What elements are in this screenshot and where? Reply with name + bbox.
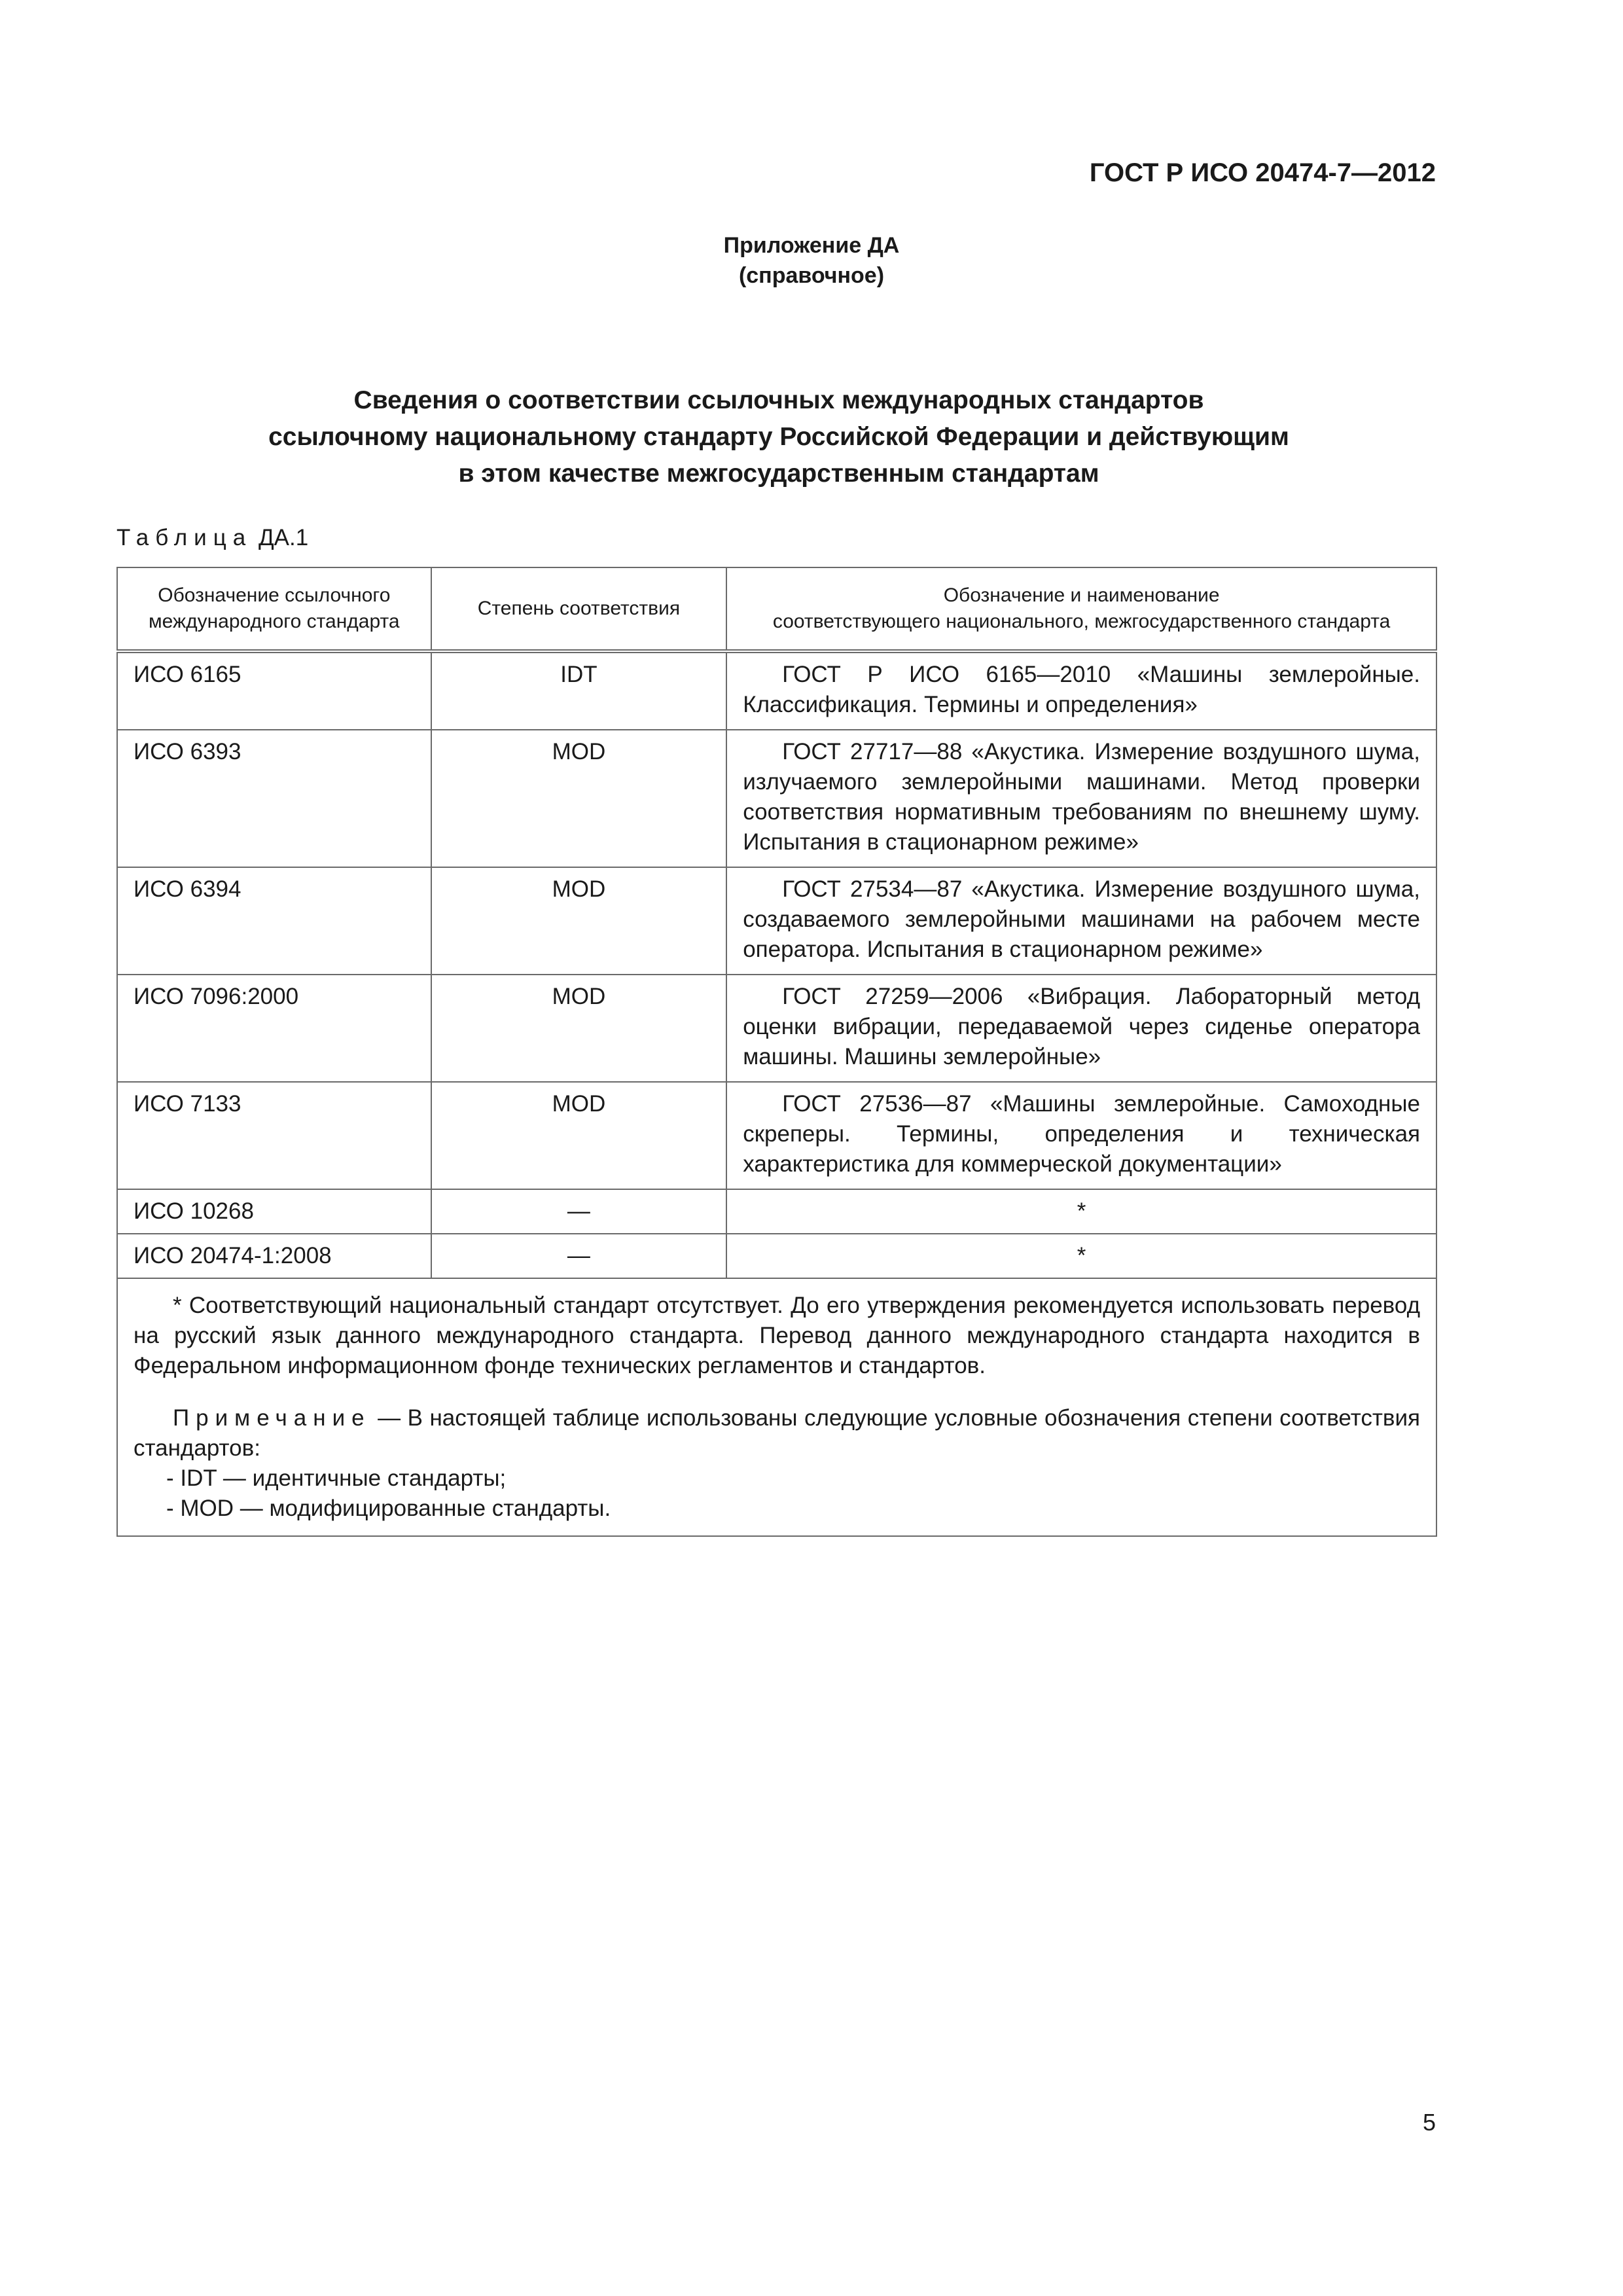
section-title-line-3: в этом качестве межгосударственным стандартам — [458, 459, 1099, 488]
cell-degree: MOD — [431, 975, 727, 1082]
cell-standard — [726, 867, 1436, 975]
cell-standard-text: ГОСТ 27259—2006 «Вибрация. Лабораторный метод оценки вибрации, передаваемой через сиденье оператора машины. Машины землеройные» — [743, 984, 1420, 1069]
table-row — [117, 1189, 1436, 1234]
cell-standard — [726, 651, 1436, 730]
table-row — [117, 730, 1436, 867]
cell-code: ИСО 7096:2000 — [117, 975, 431, 1082]
table-footnote: * Соответствующий национальный стандарт отсутствует. До его утверждения рекомендуется использовать перевод на русский язык данного международного стандарта. Перевод данного международного стандарта находится в Федеральном информационном фонде технических регламентов и стандартов. — [134, 1293, 1420, 1378]
cell-standard — [726, 730, 1436, 867]
table-row — [117, 975, 1436, 1082]
header-degree — [431, 567, 727, 651]
cell-code: ИСО 7133 — [117, 1082, 431, 1189]
document-code: ГОСТ Р ИСО 20474-7—2012 — [1089, 158, 1436, 187]
note-item: - MOD — модифицированные стандарты. — [166, 1496, 611, 1521]
cell-standard — [726, 1082, 1436, 1189]
cell-degree: MOD — [431, 1082, 727, 1189]
cell-standard-text: ГОСТ Р ИСО 6165—2010 «Машины землеройные. Классификация. Термины и определения» — [743, 662, 1420, 717]
cell-code: ИСО 10268 — [117, 1189, 431, 1234]
cell-standard: * — [726, 1189, 1436, 1234]
table-row — [117, 651, 1436, 730]
header-line: Степень соответствия — [477, 598, 681, 619]
header-national-standard — [726, 567, 1436, 651]
cell-standard — [726, 975, 1436, 1082]
table-header-row — [117, 567, 1436, 651]
table-label — [116, 525, 308, 551]
section-title-line-2: ссылочному национальному стандарту Российской Федерации и действующим — [268, 423, 1289, 451]
cell-degree: IDT — [431, 651, 727, 730]
note-text: — В настоящей таблице использованы следующие условные обозначения степени соответствия стандартов: — [134, 1405, 1421, 1461]
cell-degree: — — [431, 1189, 727, 1234]
table-notes-row — [117, 1278, 1436, 1536]
section-title — [196, 382, 1361, 492]
table-row — [117, 1234, 1436, 1278]
table-row — [117, 1082, 1436, 1189]
cell-standard-text: ГОСТ 27536—87 «Машины землеройные. Самоходные скреперы. Термины, определения и техническая характеристика для коммерческой документации» — [743, 1091, 1420, 1177]
cell-degree: — — [431, 1234, 727, 1278]
table-note — [134, 1403, 1420, 1463]
cell-code: ИСО 6393 — [117, 730, 431, 867]
header-line: Обозначение и наименование — [943, 584, 1220, 606]
table-label-number: ДА.1 — [258, 525, 309, 550]
table-row — [117, 867, 1436, 975]
header-line: международного стандарта — [149, 611, 400, 632]
cell-code: ИСО 6394 — [117, 867, 431, 975]
annex-heading — [0, 230, 1623, 291]
cell-standard-text: ГОСТ 27717—88 «Акустика. Измерение воздушного шума, излучаемого землеройными машинами. Метод проверки соответствия нормативным требованиям по внешнему шуму. Испытания в стационарном режиме» — [743, 739, 1420, 855]
cell-standard: * — [726, 1234, 1436, 1278]
cell-degree: MOD — [431, 730, 727, 867]
annex-type: (справочное) — [738, 263, 885, 288]
note-label: Примечание — [173, 1405, 371, 1431]
annex-title: Приложение ДА — [723, 233, 900, 258]
header-line: соответствующего национального, межгосударственного стандарта — [772, 611, 1391, 632]
table-label-word: Таблица — [116, 525, 253, 550]
note-item: - IDT — идентичные стандарты; — [166, 1465, 507, 1491]
cell-code: ИСО 6165 — [117, 651, 431, 730]
cell-standard-text: ГОСТ 27534—87 «Акустика. Измерение воздушного шума, создаваемого землеройными машинами на рабочем месте оператора. Испытания в стационарном режиме» — [743, 876, 1420, 962]
header-international-standard — [117, 567, 431, 651]
cell-degree: MOD — [431, 867, 727, 975]
cell-code: ИСО 20474-1:2008 — [117, 1234, 431, 1278]
standards-correspondence-table — [116, 567, 1437, 1537]
header-line: Обозначение ссылочного — [158, 584, 391, 606]
table-notes — [117, 1278, 1436, 1536]
section-title-line-1: Сведения о соответствии ссылочных международных стандартов — [353, 386, 1204, 414]
page-number: 5 — [1422, 2109, 1436, 2136]
